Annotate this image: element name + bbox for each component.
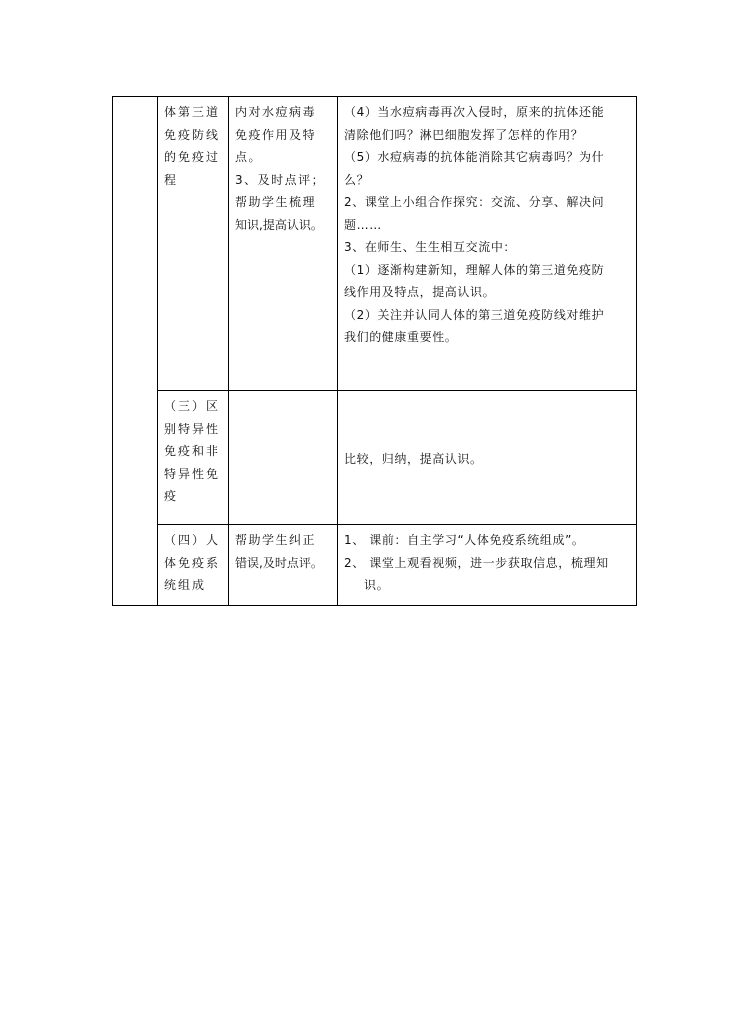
topic-cell [158, 525, 229, 606]
item-number: 1、 [344, 533, 365, 547]
item-number: 2、 [344, 555, 365, 570]
teacher-line: 内对水痘病毒 [235, 105, 317, 119]
teacher-line: 知识,提高认识。 [235, 217, 323, 232]
item-continuation: 识。 [364, 578, 390, 592]
blank-stage-cell [113, 97, 158, 606]
teacher-activity-cell [229, 525, 338, 606]
topic-line: 免疫和非 [164, 444, 221, 458]
student-line: 比较，归纳，提高认识。 [344, 452, 483, 467]
teacher-line: 点。 [235, 150, 263, 164]
student-line: 2、课堂上小组合作探究：交流、分享、解决问 [344, 195, 605, 209]
student-line: 线作用及特点，提高认识。 [344, 285, 496, 299]
student-line: （2）关注并认同人体的第三道免疫防线对维护 [344, 307, 605, 322]
teacher-line: 免疫作用及特 [235, 127, 317, 142]
topic-line: 程 [164, 172, 179, 187]
student-item [344, 552, 632, 575]
topic-line: （三）区 [164, 399, 221, 413]
topic-line: 体免疫系 [164, 555, 221, 570]
table-row [113, 525, 637, 606]
student-activity-cell [338, 391, 637, 525]
teacher-activity-cell [229, 97, 338, 391]
topic-line: 别特异性 [164, 421, 221, 436]
topic-line: 统组成 [164, 578, 207, 592]
teacher-activity-cell [229, 391, 338, 525]
student-line: 清除他们吗？淋巴细胞发挥了怎样的作用？ [344, 127, 584, 142]
student-line: 3、在师生、生生相互交流中： [344, 240, 517, 254]
topic-cell [158, 391, 229, 525]
student-line: 我们的健康重要性。 [344, 330, 458, 344]
student-line: 题…… [344, 217, 382, 232]
teacher-line: 3、及时点评； [235, 172, 326, 187]
student-line: （5）水痘病毒的抗体能消除其它病毒吗？为什 [344, 150, 605, 164]
topic-line: 的免疫过 [164, 150, 221, 164]
teacher-line: 帮助学生纠正 [235, 533, 317, 547]
topic-line: （四）人 [164, 533, 221, 547]
student-line: （1）逐渐构建新知，理解人体的第三道免疫防 [344, 262, 605, 277]
teacher-line: 错误,及时点评。 [235, 555, 323, 570]
item-text: 课前：自主学习“人体免疫系统组成”。 [369, 533, 585, 547]
topic-cell [158, 97, 229, 391]
topic-line: 体第三道 [164, 105, 221, 119]
item-text: 课堂上观看视频，进一步获取信息，梳理知 [369, 555, 609, 570]
student-activity-cell [338, 97, 637, 391]
topic-line: 免疫防线 [164, 127, 221, 142]
topic-line: 疫 [164, 489, 179, 503]
student-item [344, 529, 632, 552]
student-line: （4）当水痘病毒再次入侵时，原来的抗体还能 [344, 105, 605, 119]
lesson-plan-table [112, 96, 637, 606]
table-row [113, 97, 637, 391]
topic-line: 特异性免 [164, 466, 221, 481]
table-row [113, 391, 637, 525]
student-activity-cell [338, 525, 637, 606]
teacher-line: 帮助学生梳理 [235, 195, 317, 209]
student-line: 么？ [344, 172, 370, 187]
